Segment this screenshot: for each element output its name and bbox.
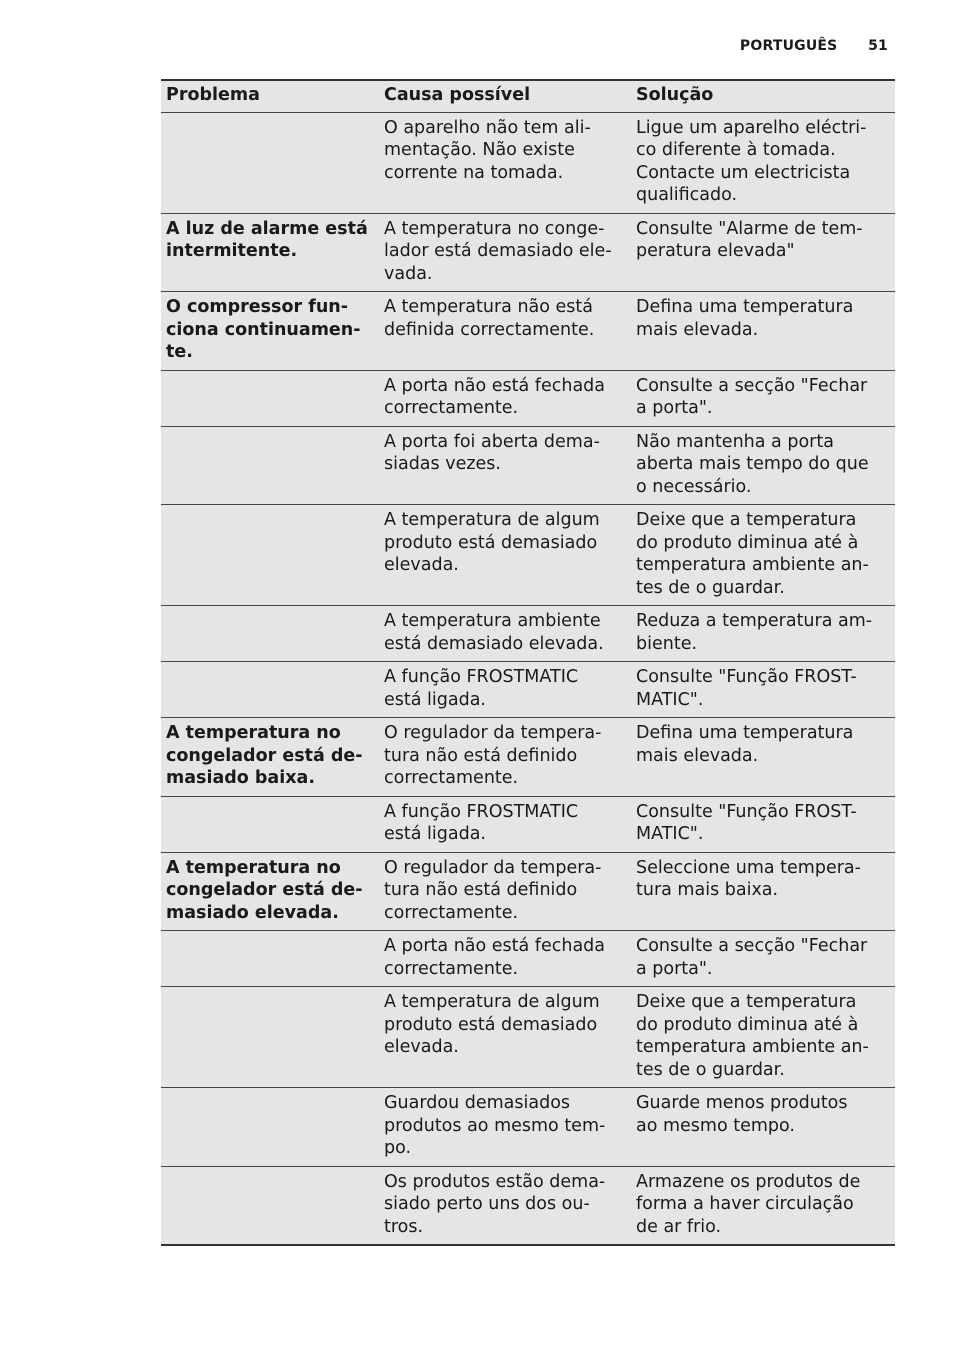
table-row <box>161 606 895 662</box>
problem-cell <box>161 718 379 797</box>
cause-cell <box>379 112 631 213</box>
cell-text-line: tura não está definido <box>384 880 578 900</box>
cell-text-line: elevada. <box>384 1037 459 1057</box>
cause-cell <box>379 852 631 931</box>
cell-text-line: MATIC". <box>636 824 704 844</box>
cause-cell <box>379 662 631 718</box>
cell-text-line: mais elevada. <box>636 745 759 766</box>
cell-text-line: a porta". <box>636 958 713 979</box>
cell-text-line: A temperatura ambiente <box>384 611 601 631</box>
cell-text-line: qualificado. <box>636 185 738 205</box>
cell-text-line: está ligada. <box>384 824 486 844</box>
cell-text-line: Contacte um electricista <box>636 162 851 183</box>
cell-text-line: Seleccione uma tempera- <box>636 857 861 878</box>
table-row <box>161 426 895 505</box>
cell-text-line: biente. <box>636 633 698 654</box>
cell-text-line: A função FROSTMATIC <box>384 801 579 822</box>
cell-text-line: Ligue um aparelho eléctri- <box>636 117 867 138</box>
page-header <box>740 38 888 54</box>
cell-text-line: A temperatura no <box>166 723 341 743</box>
problem-cell <box>161 796 379 852</box>
problem-cell <box>161 662 379 718</box>
cell-text-line: A função FROSTMATIC <box>384 667 579 687</box>
cell-text-line: tes de o guardar. <box>636 577 785 598</box>
cell-text-line: a porta". <box>636 398 713 418</box>
table-row <box>161 718 895 797</box>
cause-cell <box>379 718 631 797</box>
table-row <box>161 796 895 852</box>
cell-text-line: O regulador da tempera- <box>384 723 602 743</box>
cause-cell <box>379 1166 631 1245</box>
column-header-problem: Problema <box>161 80 379 112</box>
cell-text-line: A temperatura de algum <box>384 510 600 530</box>
table-row <box>161 852 895 931</box>
cell-text-line: siado perto uns dos ou- <box>384 1194 590 1214</box>
solution-cell <box>631 606 895 662</box>
cell-text-line: A temperatura no conge- <box>384 218 605 239</box>
cell-text-line: Não mantenha a porta <box>636 431 834 452</box>
cell-text-line: correctamente. <box>384 398 519 418</box>
cause-cell <box>379 213 631 292</box>
problem-cell <box>161 370 379 426</box>
cell-text-line: Armazene os produtos de <box>636 1171 861 1192</box>
cell-text-line: Consulte "Função FROST- <box>636 801 857 822</box>
cause-cell <box>379 426 631 505</box>
table-row <box>161 292 895 371</box>
problem-cell <box>161 426 379 505</box>
cell-text-line: está ligada. <box>384 689 486 710</box>
table-row <box>161 931 895 987</box>
cause-cell <box>379 292 631 371</box>
cause-cell <box>379 505 631 606</box>
cell-text-line: congelador está de- <box>166 745 363 766</box>
cause-cell <box>379 796 631 852</box>
problem-cell <box>161 1088 379 1167</box>
cell-text-line: po. <box>384 1138 412 1158</box>
solution-cell <box>631 718 895 797</box>
cell-text-line: peratura elevada" <box>636 241 795 261</box>
cell-text-line: co diferente à tomada. <box>636 140 836 160</box>
cell-text-line: tura não está definido <box>384 745 578 766</box>
solution-cell <box>631 1088 895 1167</box>
cell-text-line: Defina uma temperatura <box>636 297 854 317</box>
table-row <box>161 1166 895 1245</box>
cell-text-line: elevada. <box>384 555 459 575</box>
table-row <box>161 987 895 1088</box>
column-header-cause: Causa possível <box>379 80 631 112</box>
problem-cell <box>161 606 379 662</box>
problem-cell <box>161 852 379 931</box>
problem-cell <box>161 112 379 213</box>
cell-text-line: congelador está de- <box>166 880 363 900</box>
cell-text-line: A porta foi aberta dema- <box>384 431 600 452</box>
cell-text-line: definida correctamente. <box>384 319 595 340</box>
cell-text-line: correctamente. <box>384 958 519 979</box>
cell-text-line: do produto diminua até à <box>636 532 859 553</box>
cell-text-line: temperatura ambiente an- <box>636 1037 869 1057</box>
table-body <box>161 112 895 1245</box>
cell-text-line: vada. <box>384 263 433 284</box>
solution-cell <box>631 662 895 718</box>
cell-text-line: masiado baixa. <box>166 768 315 788</box>
table-row <box>161 1088 895 1167</box>
cell-text-line: corrente na tomada. <box>384 162 564 183</box>
cause-cell <box>379 931 631 987</box>
solution-cell <box>631 796 895 852</box>
cell-text-line: Guarde menos produtos <box>636 1093 848 1113</box>
table-header-row <box>161 80 895 112</box>
cell-text-line: siadas vezes. <box>384 454 501 474</box>
language-label: PORTUGUÊS <box>739 38 838 54</box>
table-row <box>161 112 895 213</box>
solution-cell <box>631 292 895 371</box>
cell-text-line: Consulte a secção "Fechar <box>636 375 868 396</box>
cell-text-line: Consulte "Alarme de tem- <box>636 218 863 239</box>
cell-text-line: A temperatura no <box>166 857 341 878</box>
cause-cell <box>379 1088 631 1167</box>
table-row <box>161 505 895 606</box>
cell-text-line: forma a haver circulação <box>636 1194 854 1214</box>
solution-cell <box>631 852 895 931</box>
cause-cell <box>379 370 631 426</box>
cell-text-line: Consulte "Função FROST- <box>636 667 857 687</box>
cell-text-line: Guardou demasiados <box>384 1093 571 1113</box>
column-header-solution: Solução <box>631 80 895 112</box>
cell-text-line: está demasiado elevada. <box>384 633 604 654</box>
cell-text-line: MATIC". <box>636 689 704 710</box>
cause-cell <box>379 987 631 1088</box>
solution-cell <box>631 1166 895 1245</box>
cell-text-line: ao mesmo tempo. <box>636 1115 795 1136</box>
cell-text-line: mais elevada. <box>636 319 759 340</box>
cell-text-line: correctamente. <box>384 768 519 788</box>
cell-text-line: A porta não está fechada <box>384 936 606 956</box>
solution-cell <box>631 112 895 213</box>
solution-cell <box>631 505 895 606</box>
cell-text-line: te. <box>166 342 193 362</box>
cell-text-line: Deixe que a temperatura <box>636 992 857 1012</box>
cell-text-line: O aparelho não tem ali- <box>384 117 591 138</box>
cell-text-line: Defina uma temperatura <box>636 723 854 743</box>
cause-cell <box>379 606 631 662</box>
cell-text-line: lador está demasiado ele- <box>384 241 612 261</box>
cell-text-line: de ar frio. <box>636 1216 722 1237</box>
cell-text-line: Reduza a temperatura am- <box>636 611 873 631</box>
cell-text-line: intermitente. <box>166 241 298 261</box>
problem-cell <box>161 987 379 1088</box>
problem-cell <box>161 1166 379 1245</box>
troubleshooting-table <box>161 79 895 1246</box>
problem-cell <box>161 213 379 292</box>
solution-cell <box>631 987 895 1088</box>
problem-cell <box>161 292 379 371</box>
cell-text-line: A temperatura de algum <box>384 992 600 1012</box>
cell-text-line: tura mais baixa. <box>636 880 779 900</box>
table-row <box>161 213 895 292</box>
cell-text-line: temperatura ambiente an- <box>636 555 869 575</box>
cell-text-line: correctamente. <box>384 902 519 923</box>
cell-text-line: o necessário. <box>636 476 752 497</box>
cell-text-line: tes de o guardar. <box>636 1059 785 1080</box>
problem-cell <box>161 505 379 606</box>
cell-text-line: do produto diminua até à <box>636 1014 859 1035</box>
page-number: 51 <box>868 38 888 54</box>
solution-cell <box>631 931 895 987</box>
solution-cell <box>631 370 895 426</box>
cell-text-line: Consulte a secção "Fechar <box>636 936 868 956</box>
solution-cell <box>631 426 895 505</box>
cell-text-line: O regulador da tempera- <box>384 857 602 878</box>
cell-text-line: produtos ao mesmo tem- <box>384 1115 606 1136</box>
cell-text-line: ciona continuamen- <box>166 319 361 340</box>
cell-text-line: produto está demasiado <box>384 532 598 553</box>
problem-cell <box>161 931 379 987</box>
table-row <box>161 662 895 718</box>
cell-text-line: produto está demasiado <box>384 1014 598 1035</box>
cell-text-line: A luz de alarme está <box>166 218 368 239</box>
cell-text-line: masiado elevada. <box>166 902 339 923</box>
cell-text-line: O compressor fun- <box>166 297 348 317</box>
cell-text-line: Os produtos estão dema- <box>384 1171 606 1192</box>
cell-text-line: aberta mais tempo do que <box>636 454 869 474</box>
table-row <box>161 370 895 426</box>
cell-text-line: A porta não está fechada <box>384 375 606 396</box>
cell-text-line: tros. <box>384 1216 424 1237</box>
cell-text-line: Deixe que a temperatura <box>636 510 857 530</box>
cell-text-line: mentação. Não existe <box>384 140 575 160</box>
cell-text-line: A temperatura não está <box>384 297 593 317</box>
solution-cell <box>631 213 895 292</box>
